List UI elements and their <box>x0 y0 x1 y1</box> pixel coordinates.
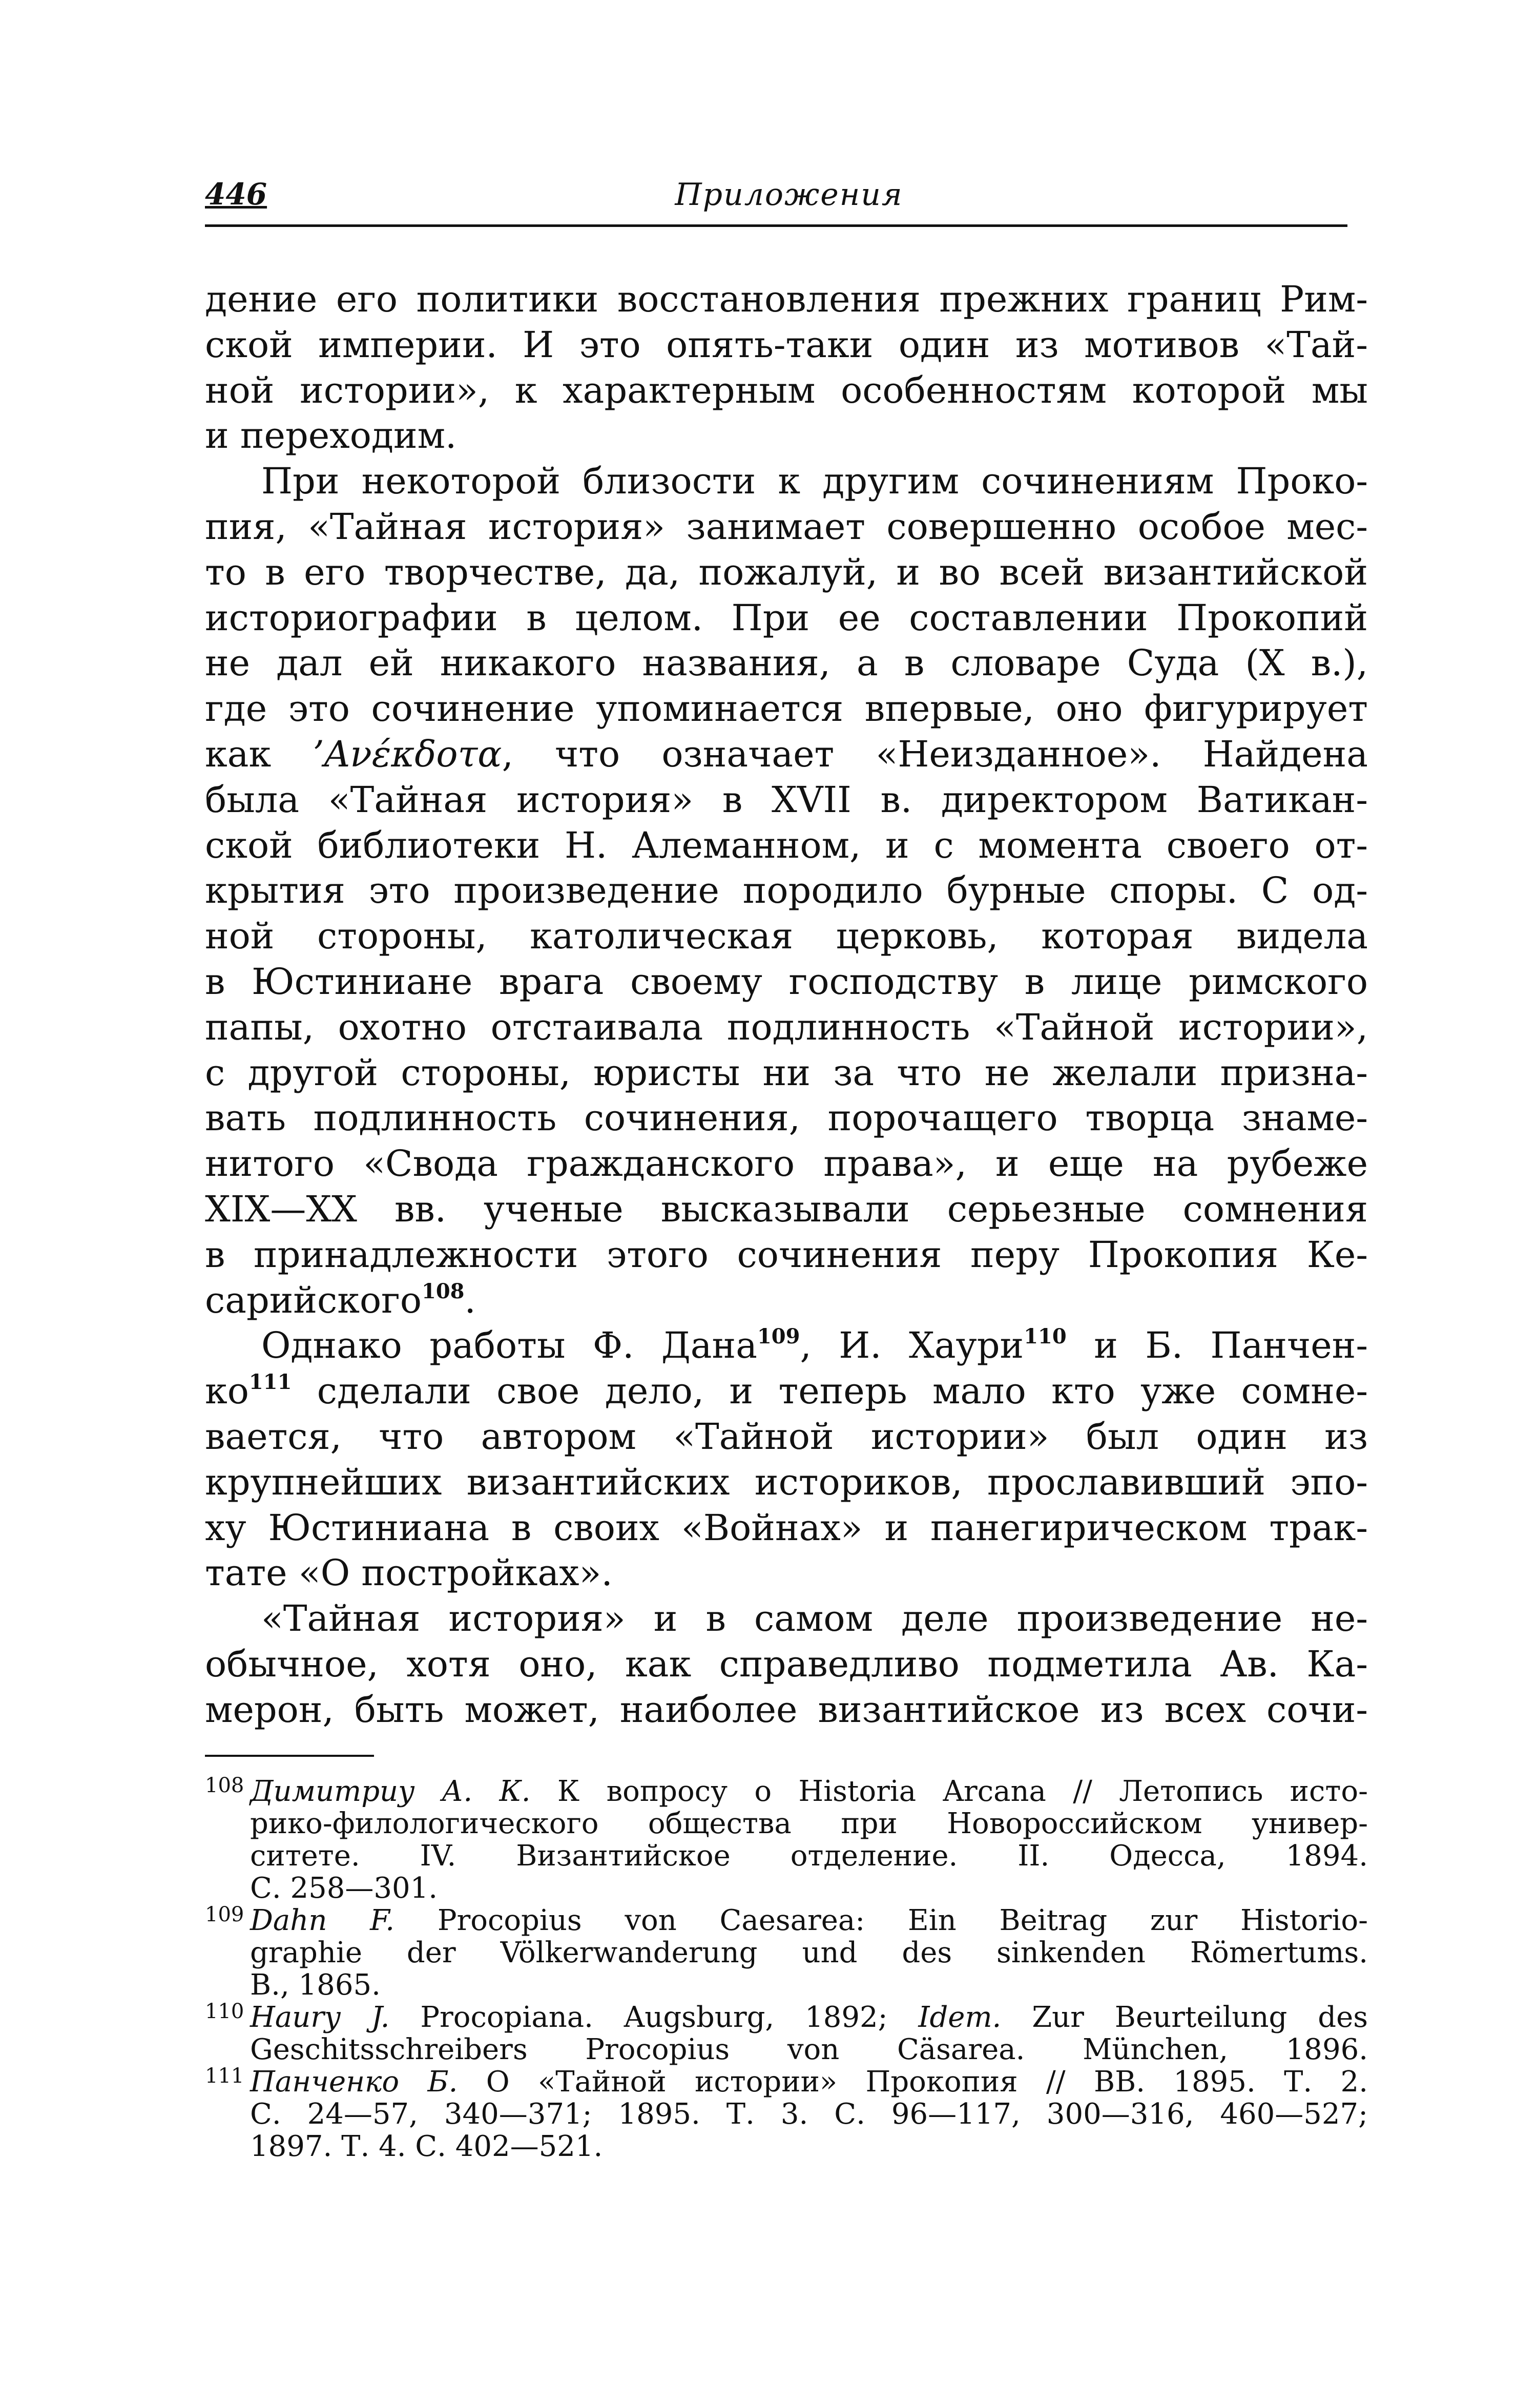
footnote-author: Dahn F. <box>250 1904 395 1937</box>
footnote-ref-108[interactable]: 108 <box>421 1279 465 1303</box>
main-text <box>205 277 1368 1733</box>
text-line: была «Тайная история» в XVII в. директором Ватикан- <box>205 778 1368 821</box>
footnote-line: 1897. Т. 4. С. 402—521. <box>250 2130 603 2163</box>
text-line: и переходим. <box>205 414 457 457</box>
text-fragment: как <box>205 733 272 775</box>
text-line: ской империи. И это опять-таки один из мотивов «Тай- <box>205 323 1368 366</box>
footnote-rule <box>205 1755 374 1757</box>
text-line-footnote-ref <box>205 1278 1368 1323</box>
text-fragment: ко <box>205 1370 249 1413</box>
text-line: ской библиотеки Н. Алеманном, и с момента своего от- <box>205 824 1368 866</box>
text-line: вается, что автором «Тайной истории» был один из <box>205 1415 1368 1458</box>
footnote-line <box>250 1904 1368 1937</box>
text-fragment: , И. Хаури <box>800 1324 1024 1367</box>
footnotes <box>205 1775 1368 2163</box>
footnote-ref-111[interactable]: 111 <box>248 1370 292 1395</box>
text-fragment: Zur Beurteilung des <box>1032 2001 1368 2034</box>
text-line-footnote-ref <box>205 1368 1368 1414</box>
text-line: нитого «Свода гражданского права», и еще на рубеже <box>205 1143 1368 1185</box>
text-line-greek <box>205 732 1368 777</box>
footnote-line: рико-филологического общества при Новороссийском универ- <box>250 1807 1368 1840</box>
text-line: дение его политики восстановления прежних границ Рим- <box>205 278 1368 320</box>
text-line: не дал ей никакого названия, а в словаре Суда (X в.), <box>205 642 1368 684</box>
text-line: ной истории», к характерным особенностям которой мы <box>205 369 1368 411</box>
footnote-line <box>250 1775 1368 1808</box>
footnote-110 <box>205 2001 1368 2066</box>
text-line: пия, «Тайная история» занимает совершенно особое мес- <box>205 505 1368 548</box>
text-line: историографии в целом. При ее составлении Прокопий <box>205 596 1368 639</box>
text-fragment: сделали свое дело, и теперь мало кто уже сомне- <box>292 1370 1368 1413</box>
text-line: обычное, хотя оно, как справедливо подметила Ав. Ка- <box>205 1643 1368 1685</box>
text-line: крытия это произведение породило бурные споры. С од- <box>205 869 1368 912</box>
footnote-author: Haury J. <box>250 2001 390 2034</box>
footnote-line <box>250 2066 1368 2098</box>
header-rule <box>205 224 1347 227</box>
footnote-number: 109 <box>205 1903 244 1926</box>
footnote-number: 111 <box>205 2064 244 2088</box>
text-line: ной стороны, католическая церковь, которая видела <box>205 915 1368 958</box>
text-line: в Юстиниане врага своему господству в лице римского <box>205 960 1368 1003</box>
footnote-idem: Idem. <box>918 2001 1002 2034</box>
text-fragment: К вопросу о Historia Arcana // Летопись исто- <box>557 1775 1368 1808</box>
text-fragment: О «Тайной истории» Прокопия // ВВ. 1895. Т. 2. <box>486 2065 1368 2099</box>
text-line: с другой стороны, юристы ни за что не желали призна- <box>205 1051 1368 1094</box>
footnote-line: С. 24—57, 340—371; 1895. Т. 3. С. 96—117, 300—316, 460—527; <box>250 2098 1368 2131</box>
text-line: вать подлинность сочинения, порочащего творца знаме- <box>205 1097 1368 1139</box>
text-line: XIX—XX вв. ученые высказывали серьезные сомнения <box>205 1188 1368 1230</box>
greek-word: ’Ανέκδοτα <box>313 733 502 775</box>
running-title: Приложения <box>675 177 903 213</box>
text-fragment: Procopiana. Augsburg, 1892; <box>420 2001 888 2034</box>
text-line: ху Юстиниана в своих «Войнах» и панегирическом трак- <box>205 1506 1368 1549</box>
text-fragment: и Б. Панчен- <box>1066 1324 1368 1367</box>
footnote-author: Димитриу А. К. <box>250 1775 531 1808</box>
footnote-line: graphie der Völkerwanderung und des sinkenden Römertums. <box>250 1936 1368 1969</box>
text-line: папы, охотно отстаивала подлинность «Тайной истории», <box>205 1006 1368 1048</box>
text-line: то в его творчестве, да, пожалуй, и во всей византийской <box>205 551 1368 593</box>
text-fragment: Procopius von Caesarea: Ein Beitrag zur Historio- <box>437 1904 1368 1937</box>
text-line: «Тайная история» и в самом деле произведение не- <box>261 1597 1368 1640</box>
footnote-108 <box>205 1775 1368 1904</box>
footnote-number: 108 <box>205 1774 244 1797</box>
text-line: в принадлежности этого сочинения перу Прокопия Ке- <box>205 1233 1368 1276</box>
page-number: 446 <box>205 177 267 212</box>
footnote-line: Geschitsschreibers Procopius von Cäsarea. München, 1896. <box>250 2033 1368 2066</box>
footnote-line: С. 258—301. <box>250 1872 438 1905</box>
text-fragment: Однако работы Ф. Дана <box>261 1324 757 1367</box>
text-fragment: сарийского <box>205 1279 422 1321</box>
text-line: где это сочинение упоминается впервые, оно фигурирует <box>205 688 1368 730</box>
footnote-ref-109[interactable]: 109 <box>757 1324 800 1349</box>
footnote-111 <box>205 2066 1368 2163</box>
footnote-line: ситете. IV. Византийское отделение. II. Одесса, 1894. <box>250 1839 1368 1873</box>
text-fragment: . <box>464 1279 476 1321</box>
text-line: мерон, быть может, наиболее византийское из всех сочи- <box>205 1688 1368 1731</box>
footnote-109 <box>205 1904 1368 2001</box>
text-line: крупнейших византийских историков, прославивший эпо- <box>205 1461 1368 1503</box>
footnote-line: B., 1865. <box>250 1968 381 2002</box>
text-fragment: , что означает «Неизданное». Найдена <box>502 733 1368 775</box>
footnote-author: Панченко Б. <box>250 2065 458 2099</box>
footnote-number: 110 <box>205 2000 244 2023</box>
text-line: При некоторой близости к другим сочинениям Проко- <box>261 460 1368 503</box>
text-line-footnote-ref <box>205 1323 1368 1368</box>
footnote-line <box>250 2001 1368 2033</box>
page-header <box>205 177 1373 218</box>
text-line: тате «О постройках». <box>205 1552 613 1594</box>
footnote-ref-110[interactable]: 110 <box>1024 1324 1067 1349</box>
